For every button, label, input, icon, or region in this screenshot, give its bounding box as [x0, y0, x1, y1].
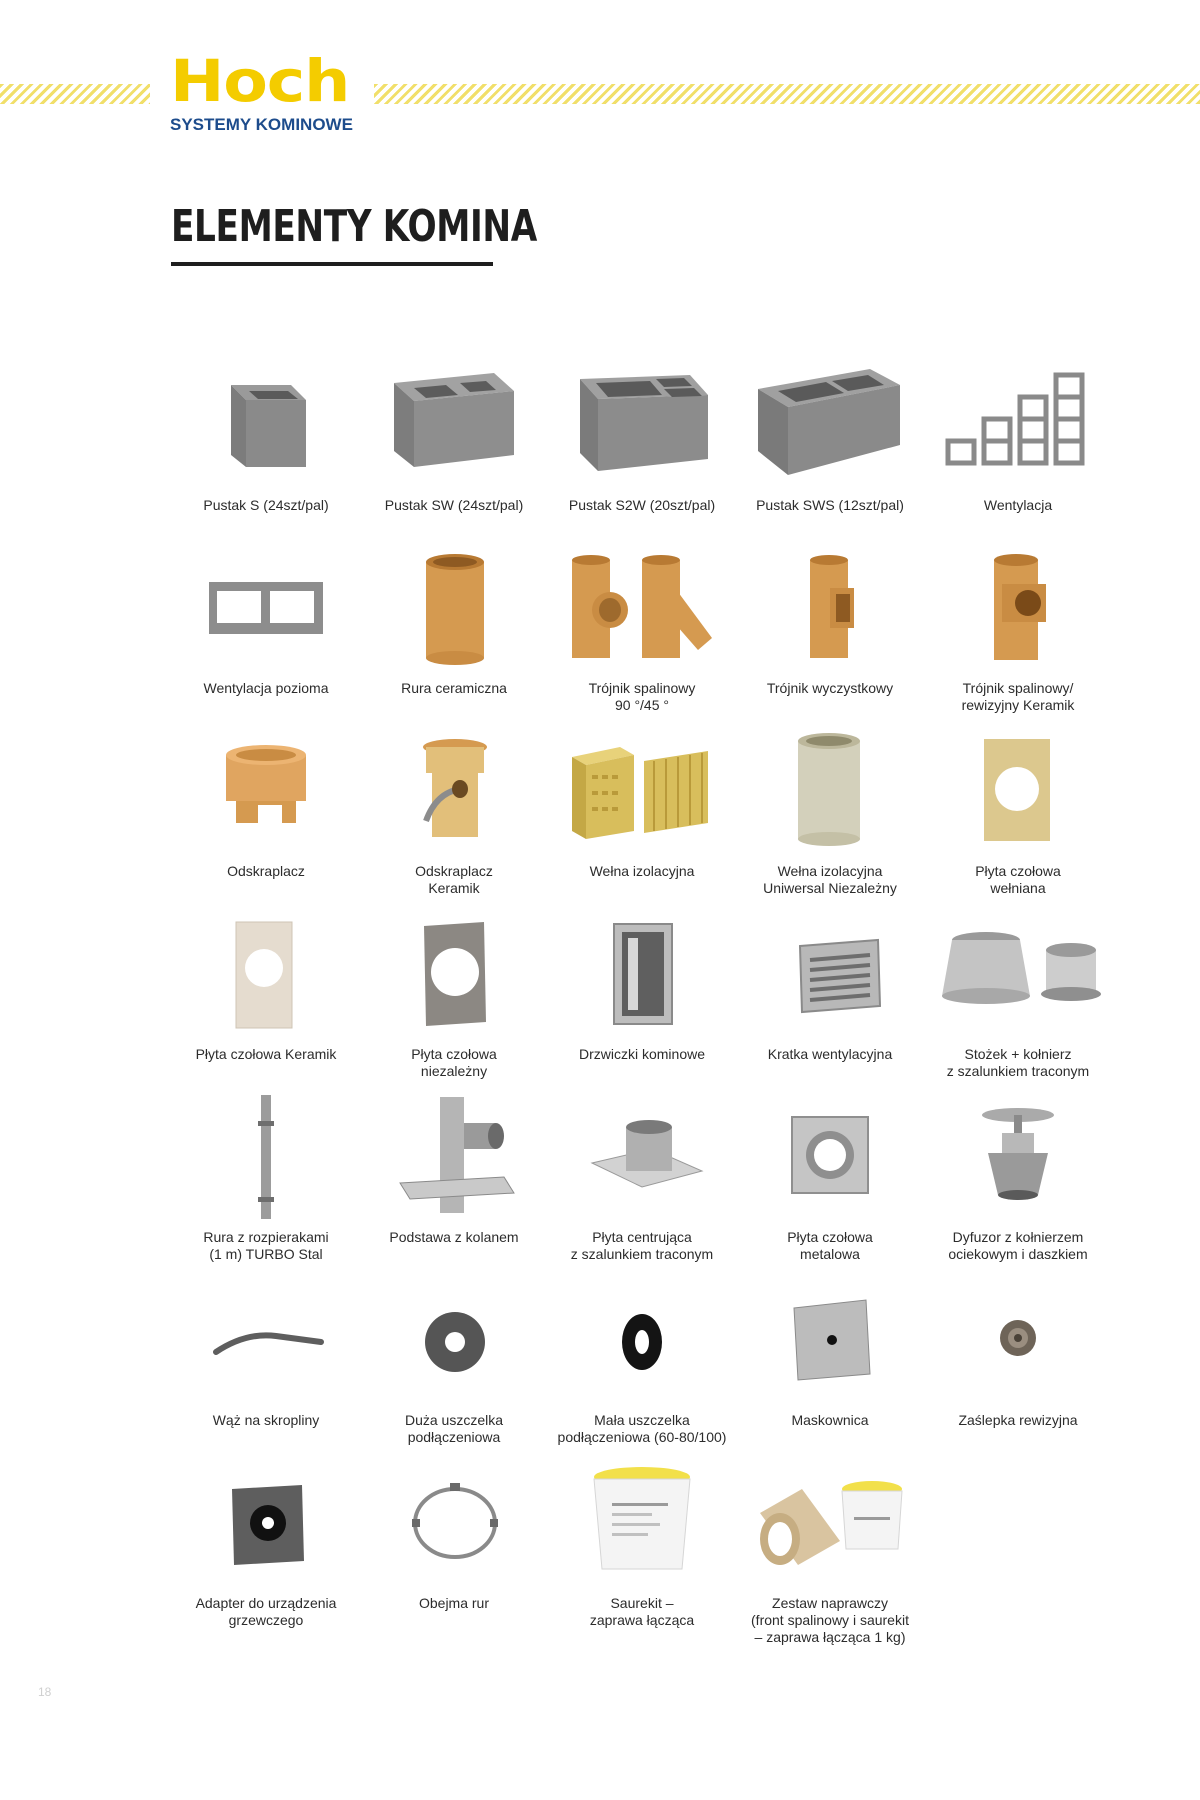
- centering-plate-icon: [552, 1087, 732, 1227]
- product-name: Wentylacja: [983, 497, 1053, 513]
- product-name: Odskraplacz: [227, 863, 305, 879]
- insulation-sleeve-icon: [740, 721, 920, 861]
- condensate-trap-icon: [176, 721, 356, 861]
- inspection-plug-icon: [928, 1270, 1108, 1410]
- page-title-block: [171, 200, 640, 254]
- decorative-stripe-right: [374, 84, 1200, 104]
- wool-plate-icon: [928, 721, 1108, 861]
- vent-grille-icon: [740, 904, 920, 1044]
- product-name: Kratka wentylacyjna: [767, 1046, 893, 1062]
- product-name: Duża uszczelka podłączeniowa: [404, 1412, 504, 1445]
- product-name: Maskownica: [791, 1412, 869, 1428]
- insulation-wool-icon: [552, 721, 732, 861]
- metal-plate-icon: [740, 1087, 920, 1227]
- product-name: Trójnik spalinowy 90 °/45 °: [588, 680, 696, 713]
- concrete-block-triple-icon: [552, 355, 732, 495]
- product-name: Stożek + kołnierz z szalunkiem traconym: [946, 1046, 1090, 1079]
- product-name: Wentylacja pozioma: [203, 680, 329, 696]
- concrete-block-single-icon: [176, 355, 356, 495]
- product-name: Płyta czołowa metalowa: [787, 1229, 873, 1262]
- independent-plate-icon: [364, 904, 544, 1044]
- product-name: Adapter do urządzenia grzewczego: [195, 1595, 337, 1628]
- product-name: Trójnik wyczystkowy: [766, 680, 894, 696]
- concrete-block-double-icon: [364, 355, 544, 495]
- pipe-clamp-icon: [364, 1453, 544, 1593]
- product-name: Mała uszczelka podłączeniowa (60-80/100): [557, 1412, 727, 1445]
- product-name: Pustak SWS (12szt/pal): [756, 497, 904, 513]
- product-name: Pustak SW (24szt/pal): [384, 497, 524, 513]
- keramik-plate-icon: [176, 904, 356, 1044]
- horizontal-ventilation-icon: [176, 538, 356, 678]
- product-name: Dyfuzor z kołnierzem ociekowym i daszkiem: [948, 1229, 1088, 1262]
- chimney-door-icon: [552, 904, 732, 1044]
- product-name: Wełna izolacyjna Uniwersal Niezależny: [763, 863, 897, 896]
- flue-tee-icon: [552, 538, 732, 678]
- logo-subtitle: SYSTEMY KOMINOWE: [170, 115, 353, 134]
- condensate-hose-icon: [176, 1270, 356, 1410]
- large-gasket-icon: [364, 1270, 544, 1410]
- product-name: Płyta czołowa wełniana: [975, 863, 1061, 896]
- cleanout-tee-icon: [740, 538, 920, 678]
- brand-logo: [170, 47, 356, 135]
- diffuser-cap-icon: [928, 1087, 1108, 1227]
- page-number: 18: [38, 1685, 52, 1699]
- decorative-stripe-left: [0, 84, 150, 104]
- base-elbow-icon: [364, 1087, 544, 1227]
- repair-kit-icon: [740, 1453, 920, 1593]
- product-name: Pustak S2W (20szt/pal): [568, 497, 716, 513]
- small-gasket-icon: [552, 1270, 732, 1410]
- product-name: Zaślepka rewizyjna: [958, 1412, 1078, 1428]
- product-name: Rura z rozpierakami (1 m) TURBO Stal: [203, 1229, 329, 1262]
- product-name: Podstawa z kolanem: [389, 1229, 519, 1245]
- product-name: Płyta centrująca z szalunkiem traconym: [570, 1229, 714, 1262]
- product-name: Wąż na skropliny: [212, 1412, 320, 1428]
- cover-plate-icon: [740, 1270, 920, 1410]
- product-name: Trójnik spalinowy/ rewizyjny Keramik: [961, 680, 1075, 713]
- page-title: ELEMENTY KOMINA: [171, 201, 537, 252]
- product-name: Wełna izolacyjna: [589, 863, 695, 879]
- product-name: Pustak S (24szt/pal): [203, 497, 329, 513]
- product-name: Rura ceramiczna: [401, 680, 507, 696]
- product-name: Saurekit – zaprawa łącząca: [589, 1595, 695, 1628]
- condensate-trap-keramik-icon: [364, 721, 544, 861]
- mortar-bucket-icon: [552, 1453, 732, 1593]
- product-name: Odskraplacz Keramik: [415, 863, 493, 896]
- product-name: Zestaw naprawczy (front spalinowy i saurekit – zaprawa łącząca 1 kg): [751, 1595, 909, 1645]
- steel-pipe-spacers-icon: [176, 1087, 356, 1227]
- ceramic-pipe-icon: [364, 538, 544, 678]
- product-name: Obejma rur: [418, 1595, 490, 1611]
- inspection-tee-icon: [928, 538, 1108, 678]
- product-name: Płyta czołowa niezależny: [411, 1046, 497, 1079]
- title-underline: [171, 262, 493, 266]
- product-name: Drzwiczki kominowe: [578, 1046, 706, 1062]
- cone-collar-icon: [928, 904, 1108, 1044]
- concrete-block-wide-icon: [740, 355, 920, 495]
- logo-wordmark: Hoch: [170, 47, 350, 115]
- ventilation-stack-icon: [928, 355, 1108, 495]
- product-name: Płyta czołowa Keramik: [195, 1046, 337, 1062]
- heater-adapter-icon: [176, 1453, 356, 1593]
